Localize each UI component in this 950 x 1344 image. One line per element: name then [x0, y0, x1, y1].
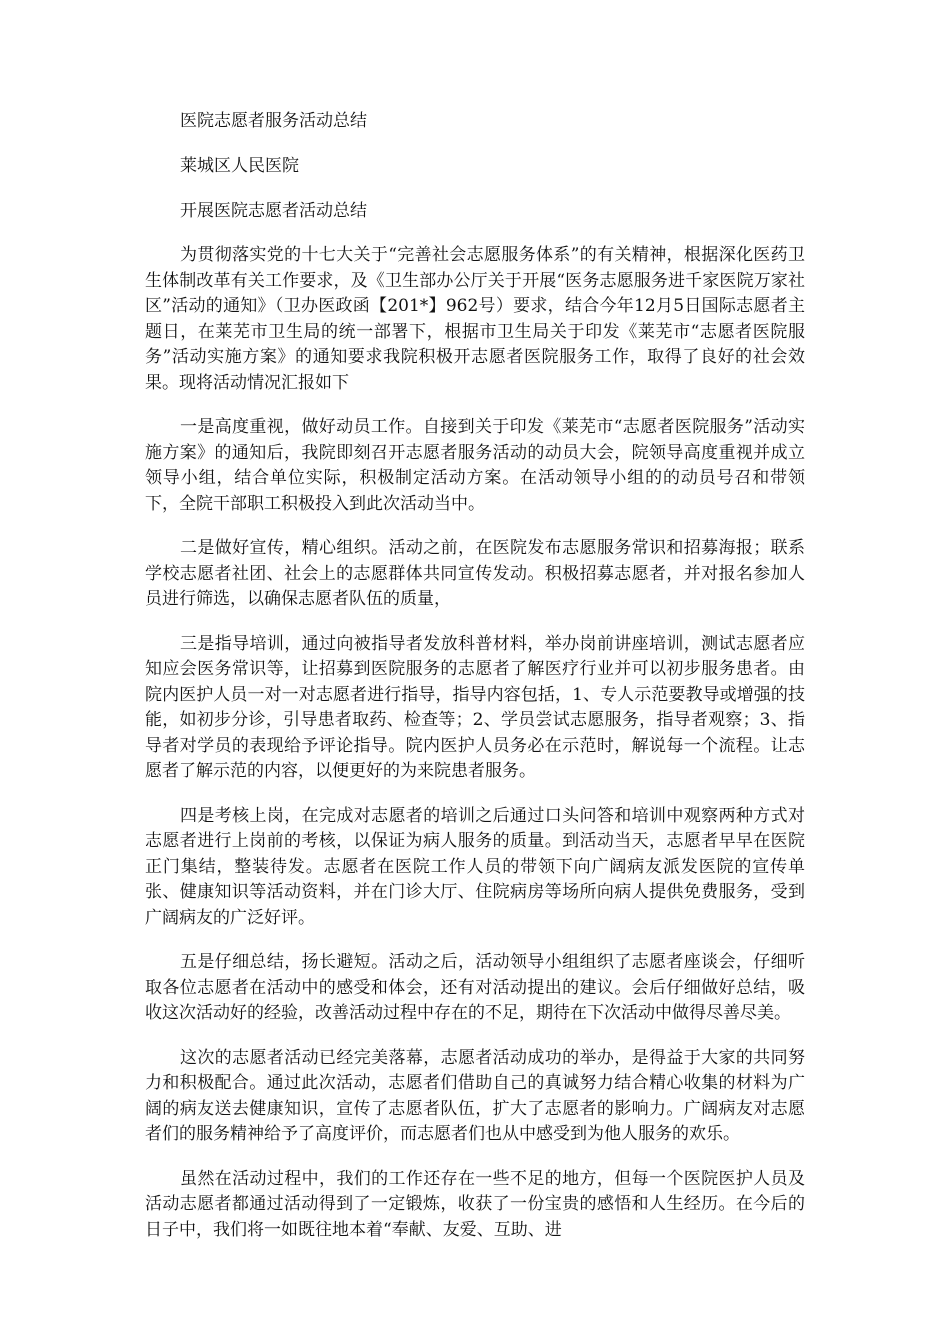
paragraph-training: 三是指导培训，通过向被指导者发放科普材料，举办岗前讲座培训，测试志愿者应知应会医务常识等，让招募到医院服务的志愿者了解医疗行业并可以初步服务患者。由院内医护人员一对一对志愿者进行指导，指导内容包括，1、专人示范要教导或增强的技能，如初步分诊，引导患者取药、检查等；2、学员尝试志愿服务，指导者观察；3、指导者对学员的表现给予评论指导。院内医护人员务必在示范时，解说每一个流程。让志愿者了解示范的内容，以便更好的为来院患者服务。 — [145, 633, 805, 781]
paragraph-assessment: 四是考核上岗，在完成对志愿者的培训之后通过口头问答和培训中观察两种方式对志愿者进行上岗前的考核，以保证为病人服务的质量。到活动当天，志愿者早早在医院正门集结，整装待发。志愿者在医院工作人员的带领下向广阔病友派发医院的宣传单张、健康知识等活动资料，并在门诊大厅、住院病房等场所向病人提供免费服务，受到广阔病友的广泛好评。 — [145, 805, 805, 928]
document-subtitle: 开展医院志愿者活动总结 — [180, 201, 367, 221]
paragraph-intro: 为贯彻落实党的十七大关于“完善社会志愿服务体系”的有关精神，根据深化医药卫生体制改革有关工作要求，及《卫生部办公厅关于开展“医务志愿服务进千家医院万家社区”活动的通知》（卫办医政函【201*】962号）要求，结合今年12月5日国际志愿者主题日，在莱芜市卫生局的统一部署下，根据市卫生局关于印发《莱芜市“志愿者医院服务”活动实施方案》的通知要求我院积极开志愿者医院服务工作，取得了良好的社会效果。现将活动情况汇报如下 — [145, 245, 805, 393]
paragraph-mobilization: 一是高度重视，做好动员工作。自接到关于印发《莱芜市“志愿者医院服务”活动实施方案》的通知后，我院即刻召开志愿者服务活动的动员大会，院领导高度重视并成立领导小组，结合单位实际，积极制定活动方案。在活动领导小组的的动员号召和带领下，全院干部职工积极投入到此次活动当中。 — [145, 417, 805, 514]
paragraph-conclusion: 这次的志愿者活动已经完美落幕，志愿者活动成功的举办，是得益于大家的共同努力和积极配合。通过此次活动，志愿者们借助自己的真诚努力结合精心收集的材料为广阔的病友送去健康知识，宣传了志愿者队伍，扩大了志愿者的影响力。广阔病友对志愿者们的服务精神给予了高度评价，而志愿者们也从中感受到为他人服务的欢乐。 — [145, 1047, 805, 1144]
paragraph-summary: 五是仔细总结，扬长避短。活动之后，活动领导小组组织了志愿者座谈会，仔细听取各位志愿者在活动中的感受和体会，还有对活动提出的建议。会后仔细做好总结，吸收这次活动好的经验，改善活动过程中存在的不足，期待在下次活动中做得尽善尽美。 — [145, 952, 805, 1023]
paragraph-publicity: 二是做好宣传，精心组织。活动之前，在医院发布志愿服务常识和招募海报；联系学校志愿者社团、社会上的志愿群体共同宣传发动。积极招募志愿者，并对报名参加人员进行筛选，以确保志愿者队伍的质量， — [145, 538, 805, 609]
paragraph-outlook: 虽然在活动过程中，我们的工作还存在一些不足的地方，但每一个医院医护人员及活动志愿者都通过活动得到了一定锻炼，收获了一份宝贵的感悟和人生经历。在今后的日子中，我们将一如既往地本着“奉献、友爱、互助、进 — [145, 1168, 805, 1240]
document-title: 医院志愿者服务活动总结 — [180, 111, 367, 131]
organization-name: 莱城区人民医院 — [180, 156, 299, 176]
document-page — [145, 108, 805, 1262]
